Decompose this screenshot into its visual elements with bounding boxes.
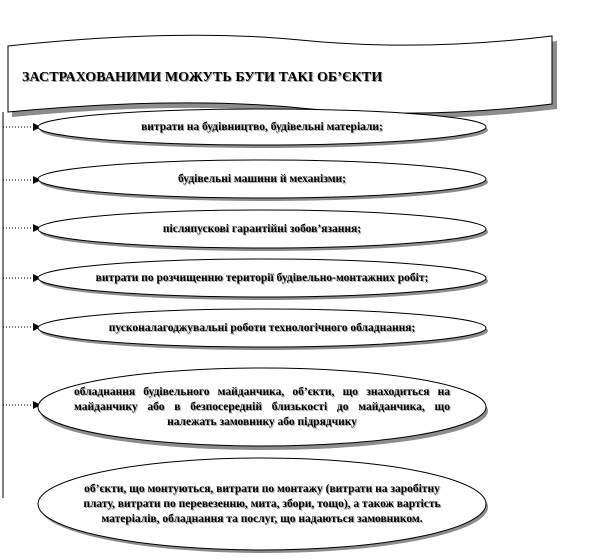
diagram-title: ЗАСТРАХОВАНИМИ МОЖУТЬ БУТИ ТАКІ ОБ’ЄКТИ <box>22 70 383 85</box>
item-7-text: об’єкти, що монтуються, витрати по монтажу (витрати на заробітну плату, витрати по перевезенню, мита, збори, тощо), а також вартість матеріалів, обладнання та послуг, що надаються замовником. <box>83 482 441 525</box>
item-3-text: післяпускові гарантійні зобов’язання; <box>162 222 362 235</box>
item-1-text: витрати на будівництво, будівельні матеріали; <box>141 120 383 133</box>
connector-arrows <box>3 127 40 405</box>
item-7 <box>62 462 462 546</box>
item-5-text: пусконалагоджувальні роботи технологічного обладнання; <box>108 321 416 334</box>
item-5 <box>38 310 486 346</box>
item-6-text: обладнання будівельного майданчика, об’єкти, що знаходиться на майданчику або в безпосередній близькості до майданчика, що належать замовнику або підрядчику <box>74 385 450 428</box>
item-3 <box>38 211 486 247</box>
item-2 <box>38 161 486 197</box>
item-6 <box>58 372 466 442</box>
item-1 <box>38 110 486 144</box>
item-4-text: витрати по розчищенню території будівельно-монтажних робіт; <box>95 271 429 284</box>
item-2-text: будівельні машини й механізми; <box>178 172 346 185</box>
item-4 <box>38 260 486 296</box>
